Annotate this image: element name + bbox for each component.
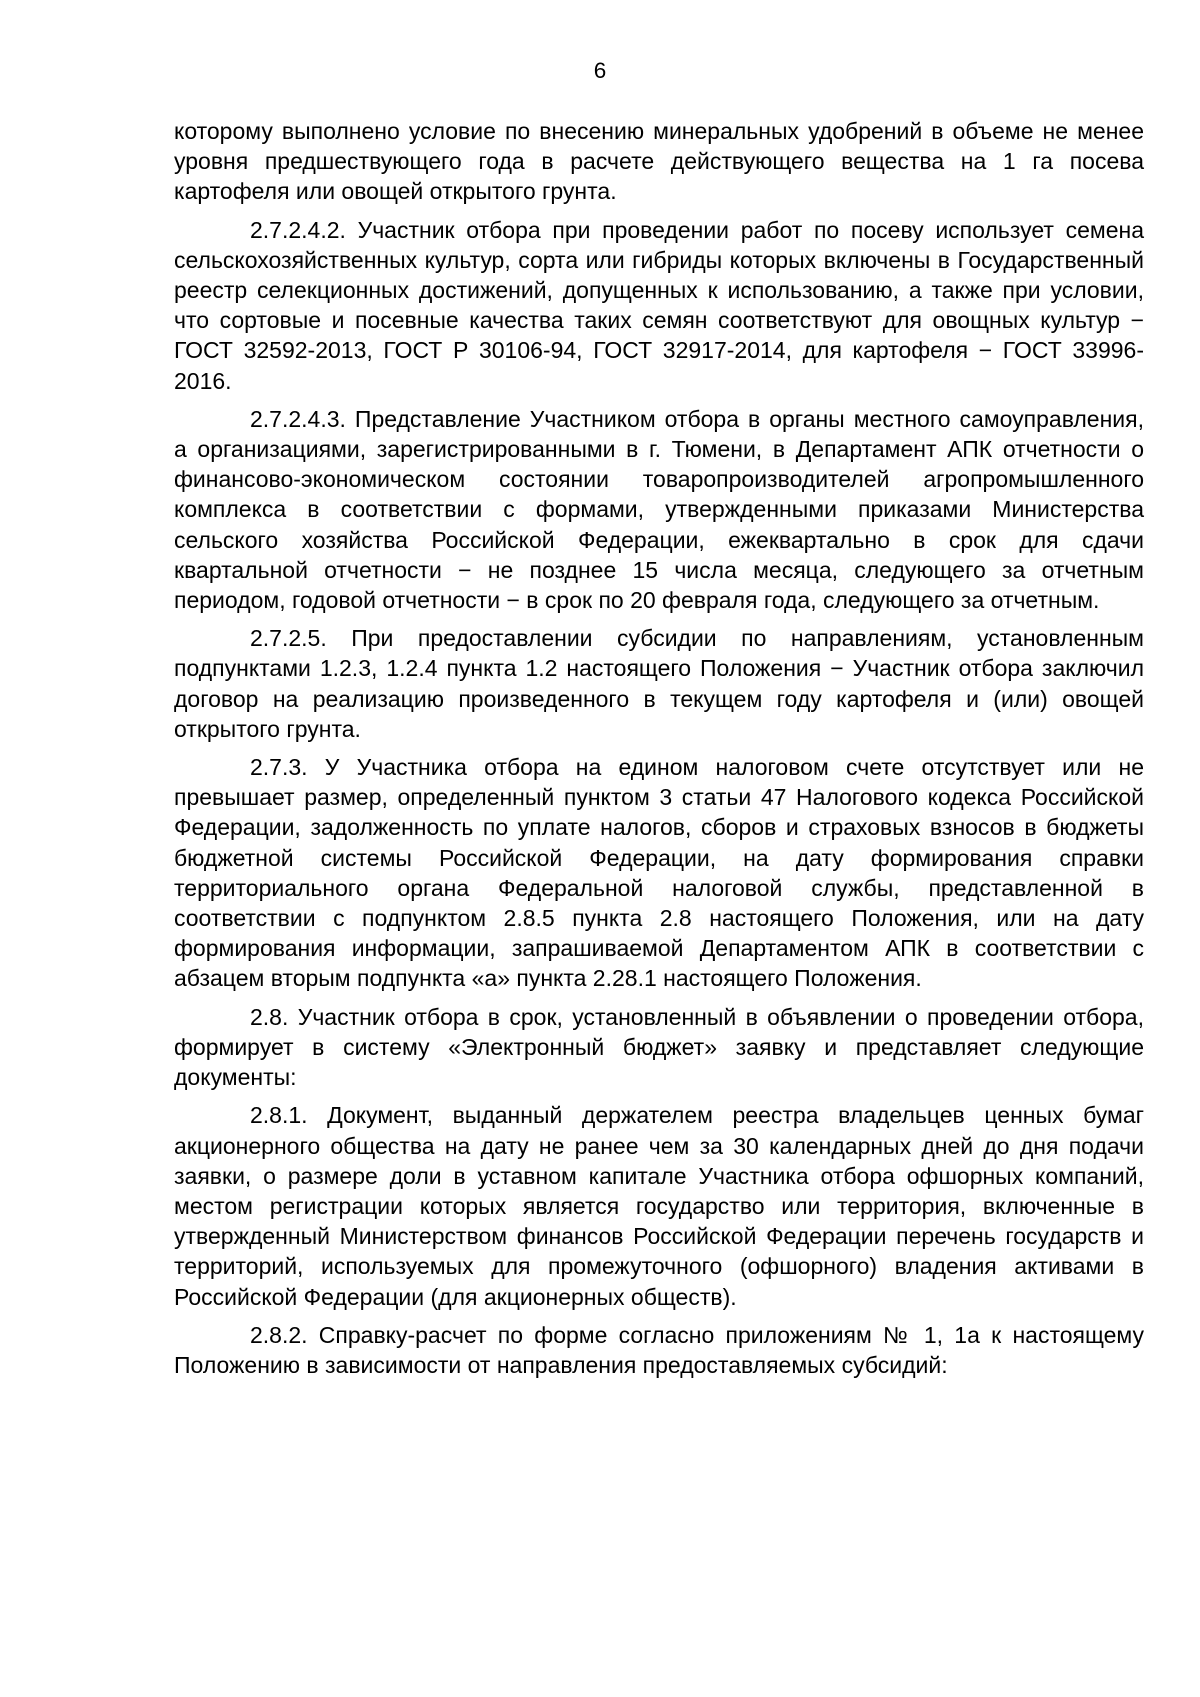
paragraph-2-7-2-5: 2.7.2.5. При предоставлении субсидии по направлениям, установленным подпунктами 1.2.3, 1.2.4 пункта 1.2 настоящего Положения − Участник отбора заключил договор на реализацию произведенного в текущем году картофеля и (или) овощей открытого грунта. xyxy=(174,625,1144,742)
paragraph-2-7-2-4-2: 2.7.2.4.2. Участник отбора при проведении работ по посеву использует семена сельскохозяйственных культур, сорта или гибриды которых включены в Государственный реестр селекционных достижений, допущенных к использованию, а также при условии, что сортовые и посевные качества таких семян соответствуют для овощных культур − ГОСТ 32592-2013, ГОСТ Р 30106-94, ГОСТ 32917-2014, для картофеля − ГОСТ 33996-2016. xyxy=(174,216,1144,394)
paragraph-2-7-3: 2.7.3. У Участника отбора на едином налоговом счете отсутствует или не превышает размер, определенный пунктом 3 статьи 47 Налогового кодекса Российской Федерации, задолженность по уплате налогов, сборов и страховых взносов в бюджеты бюджетной системы Российской Федерации, на дату формирования справки территориального органа Федеральной налоговой службы, представленной в соответствии с подпунктом 2.8.5 пункта 2.8 настоящего Положения, или на дату формирования информации, запрашиваемой Департаментом АПК в соответствии с абзацем вторым подпункта «а» пункта 2.28.1 настоящего Положения. xyxy=(174,754,1144,992)
paragraph-2-8: 2.8. Участник отбора в срок, установленный в объявлении о проведении отбора, формирует в систему «Электронный бюджет» заявку и представляет следующие документы: xyxy=(174,1003,1144,1091)
paragraph-2-7-2-4-3: 2.7.2.4.3. Представление Участником отбора в органы местного самоуправления, а организациями, зарегистрированными в г. Тюмени, в Департамент АПК отчетности о финансово-экономическом состоянии товаропроизводителей агропромышленного комплекса в соответствии с формами, утвержденными приказами Министерства сельского хозяйства Российской Федерации, ежеквартально в срок для сдачи квартальной отчетности − не позднее 15 числа месяца, следующего за отчетным периодом, годовой отчетности − в срок по 20 февраля года, следующего за отчетным. xyxy=(174,405,1144,614)
page-number: 6 xyxy=(593,58,607,83)
paragraph-continuation: которому выполнено условие по внесению минеральных удобрений в объеме не менее уровня предшествующего года в расчете действующего вещества на 1 га посева картофеля или овощей открытого грунта. xyxy=(174,118,1144,205)
paragraph-2-8-2: 2.8.2. Справку-расчет по форме согласно приложениям № 1, 1а к настоящему Положению в зависимости от направления предоставляемых субсидий: xyxy=(174,1321,1144,1378)
document-body xyxy=(174,116,1144,1388)
paragraph-2-8-1: 2.8.1. Документ, выданный держателем реестра владельцев ценных бумаг акционерного общества на дату не ранее чем за 30 календарных дней до дня подачи заявки, о размере доли в уставном капитале Участника отбора офшорных компаний, местом регистрации которых является государство или территория, включенные в утвержденный Министерством финансов Российской Федерации перечень государств и территорий, используемых для промежуточного (офшорного) владения активами в Российской Федерации (для акционерных обществ). xyxy=(174,1102,1144,1310)
